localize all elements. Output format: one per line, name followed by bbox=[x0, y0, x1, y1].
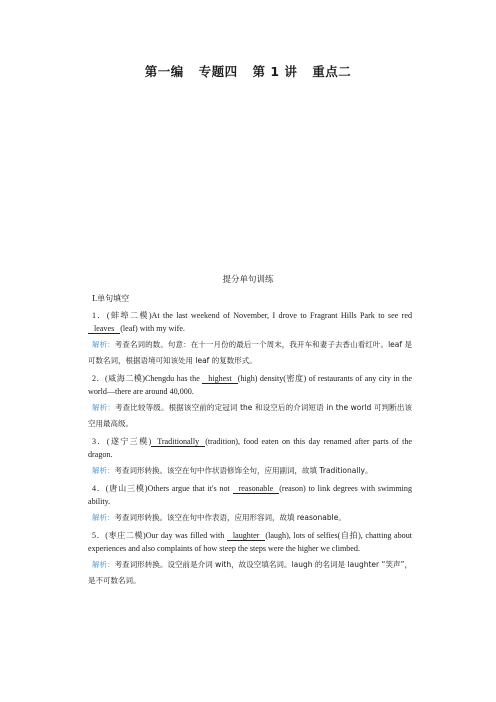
title-part: 第一编 bbox=[144, 64, 184, 79]
explanation-label: 解析： bbox=[92, 513, 115, 522]
question-text: (唐山三模)Others argue that it's not bbox=[105, 484, 233, 493]
question-number: 2． bbox=[92, 374, 106, 383]
question-2 bbox=[88, 372, 412, 398]
question-text: (leaf) with my wife. bbox=[120, 324, 185, 333]
explanation-text: 考查比较等级。根据该空前的定冠词 the 和设空后的介词短语 in the world 可判断出该空用最高级。 bbox=[88, 403, 412, 428]
explanation-text: 考查词形转换。设空前是介词 with，故设空填名词。laugh 的名词是 laughter “笑声”，是不可数名词。 bbox=[88, 560, 412, 585]
title-part: 重点二 bbox=[312, 64, 352, 79]
question-number: 3． bbox=[92, 437, 107, 446]
answer-blank: highest bbox=[202, 374, 237, 384]
explanation-text: 考查词形转换。该空在句中作状语修饰全句，应用副词，故填 Traditionally。 bbox=[114, 466, 373, 475]
title-part: 专题四 bbox=[198, 64, 238, 79]
question-text: (tradition), food eaten on this day renamed after parts of the dragon. bbox=[88, 437, 412, 459]
title-part: 第 1 讲 bbox=[252, 64, 298, 79]
page-title bbox=[0, 62, 496, 80]
question-text: (laugh), lots of selfies(自拍), chatting about experiences and also complaints of how steep the steps were the higher we climbed. bbox=[88, 531, 412, 553]
answer-blank: laughter bbox=[227, 531, 266, 541]
question-text: (蚌埠二模)At the last weekend of November, I drove to Fragrant Hills Park to see red bbox=[106, 311, 412, 320]
explanation-4 bbox=[88, 510, 412, 526]
explanation-label: 解析： bbox=[92, 560, 115, 569]
explanation-2 bbox=[88, 400, 412, 432]
question-number: 4． bbox=[92, 484, 106, 493]
explanation-3 bbox=[88, 463, 412, 479]
question-text: (枣庄二模)Our day was filled with bbox=[105, 531, 227, 540]
answer-blank: reasonable bbox=[233, 484, 280, 494]
question-5 bbox=[88, 529, 412, 555]
question-4 bbox=[88, 482, 412, 508]
explanation-label: 解析： bbox=[92, 466, 115, 475]
question-1 bbox=[88, 309, 412, 335]
answer-blank: Traditionally bbox=[151, 437, 205, 447]
explanation-text: 考查词形转换。该空在句中作表语，应用形容词，故填 reasonable。 bbox=[114, 513, 346, 522]
question-number: 5． bbox=[92, 531, 106, 540]
question-text: (遂宁三模) bbox=[106, 437, 152, 446]
explanation-text: 考查名词的数。句意：在十一月份的最后一个周末，我开车和妻子去香山看红叶。leaf 是可数名词，根据语境可知该处用 leaf 的复数形式。 bbox=[88, 340, 412, 365]
answer-blank: leaves bbox=[88, 324, 120, 334]
exercise-subtitle: 提分单句训练 bbox=[222, 274, 274, 284]
explanation-1 bbox=[88, 337, 412, 369]
section-heading: Ⅰ.单句填空 bbox=[92, 294, 130, 303]
question-number: 1． bbox=[92, 311, 107, 320]
explanation-5 bbox=[88, 557, 412, 589]
explanation-label: 解析： bbox=[92, 403, 115, 412]
question-text: (high) density(密度) of restaurants of any city in the world—there are around 40,000. bbox=[88, 374, 412, 396]
question-3 bbox=[88, 435, 412, 461]
questions-list bbox=[88, 309, 412, 592]
explanation-label: 解析： bbox=[92, 340, 115, 349]
question-text: (reason) to link degrees with swimming ability. bbox=[88, 484, 412, 506]
question-text: (威海二模)Chengdu has the bbox=[105, 374, 203, 383]
